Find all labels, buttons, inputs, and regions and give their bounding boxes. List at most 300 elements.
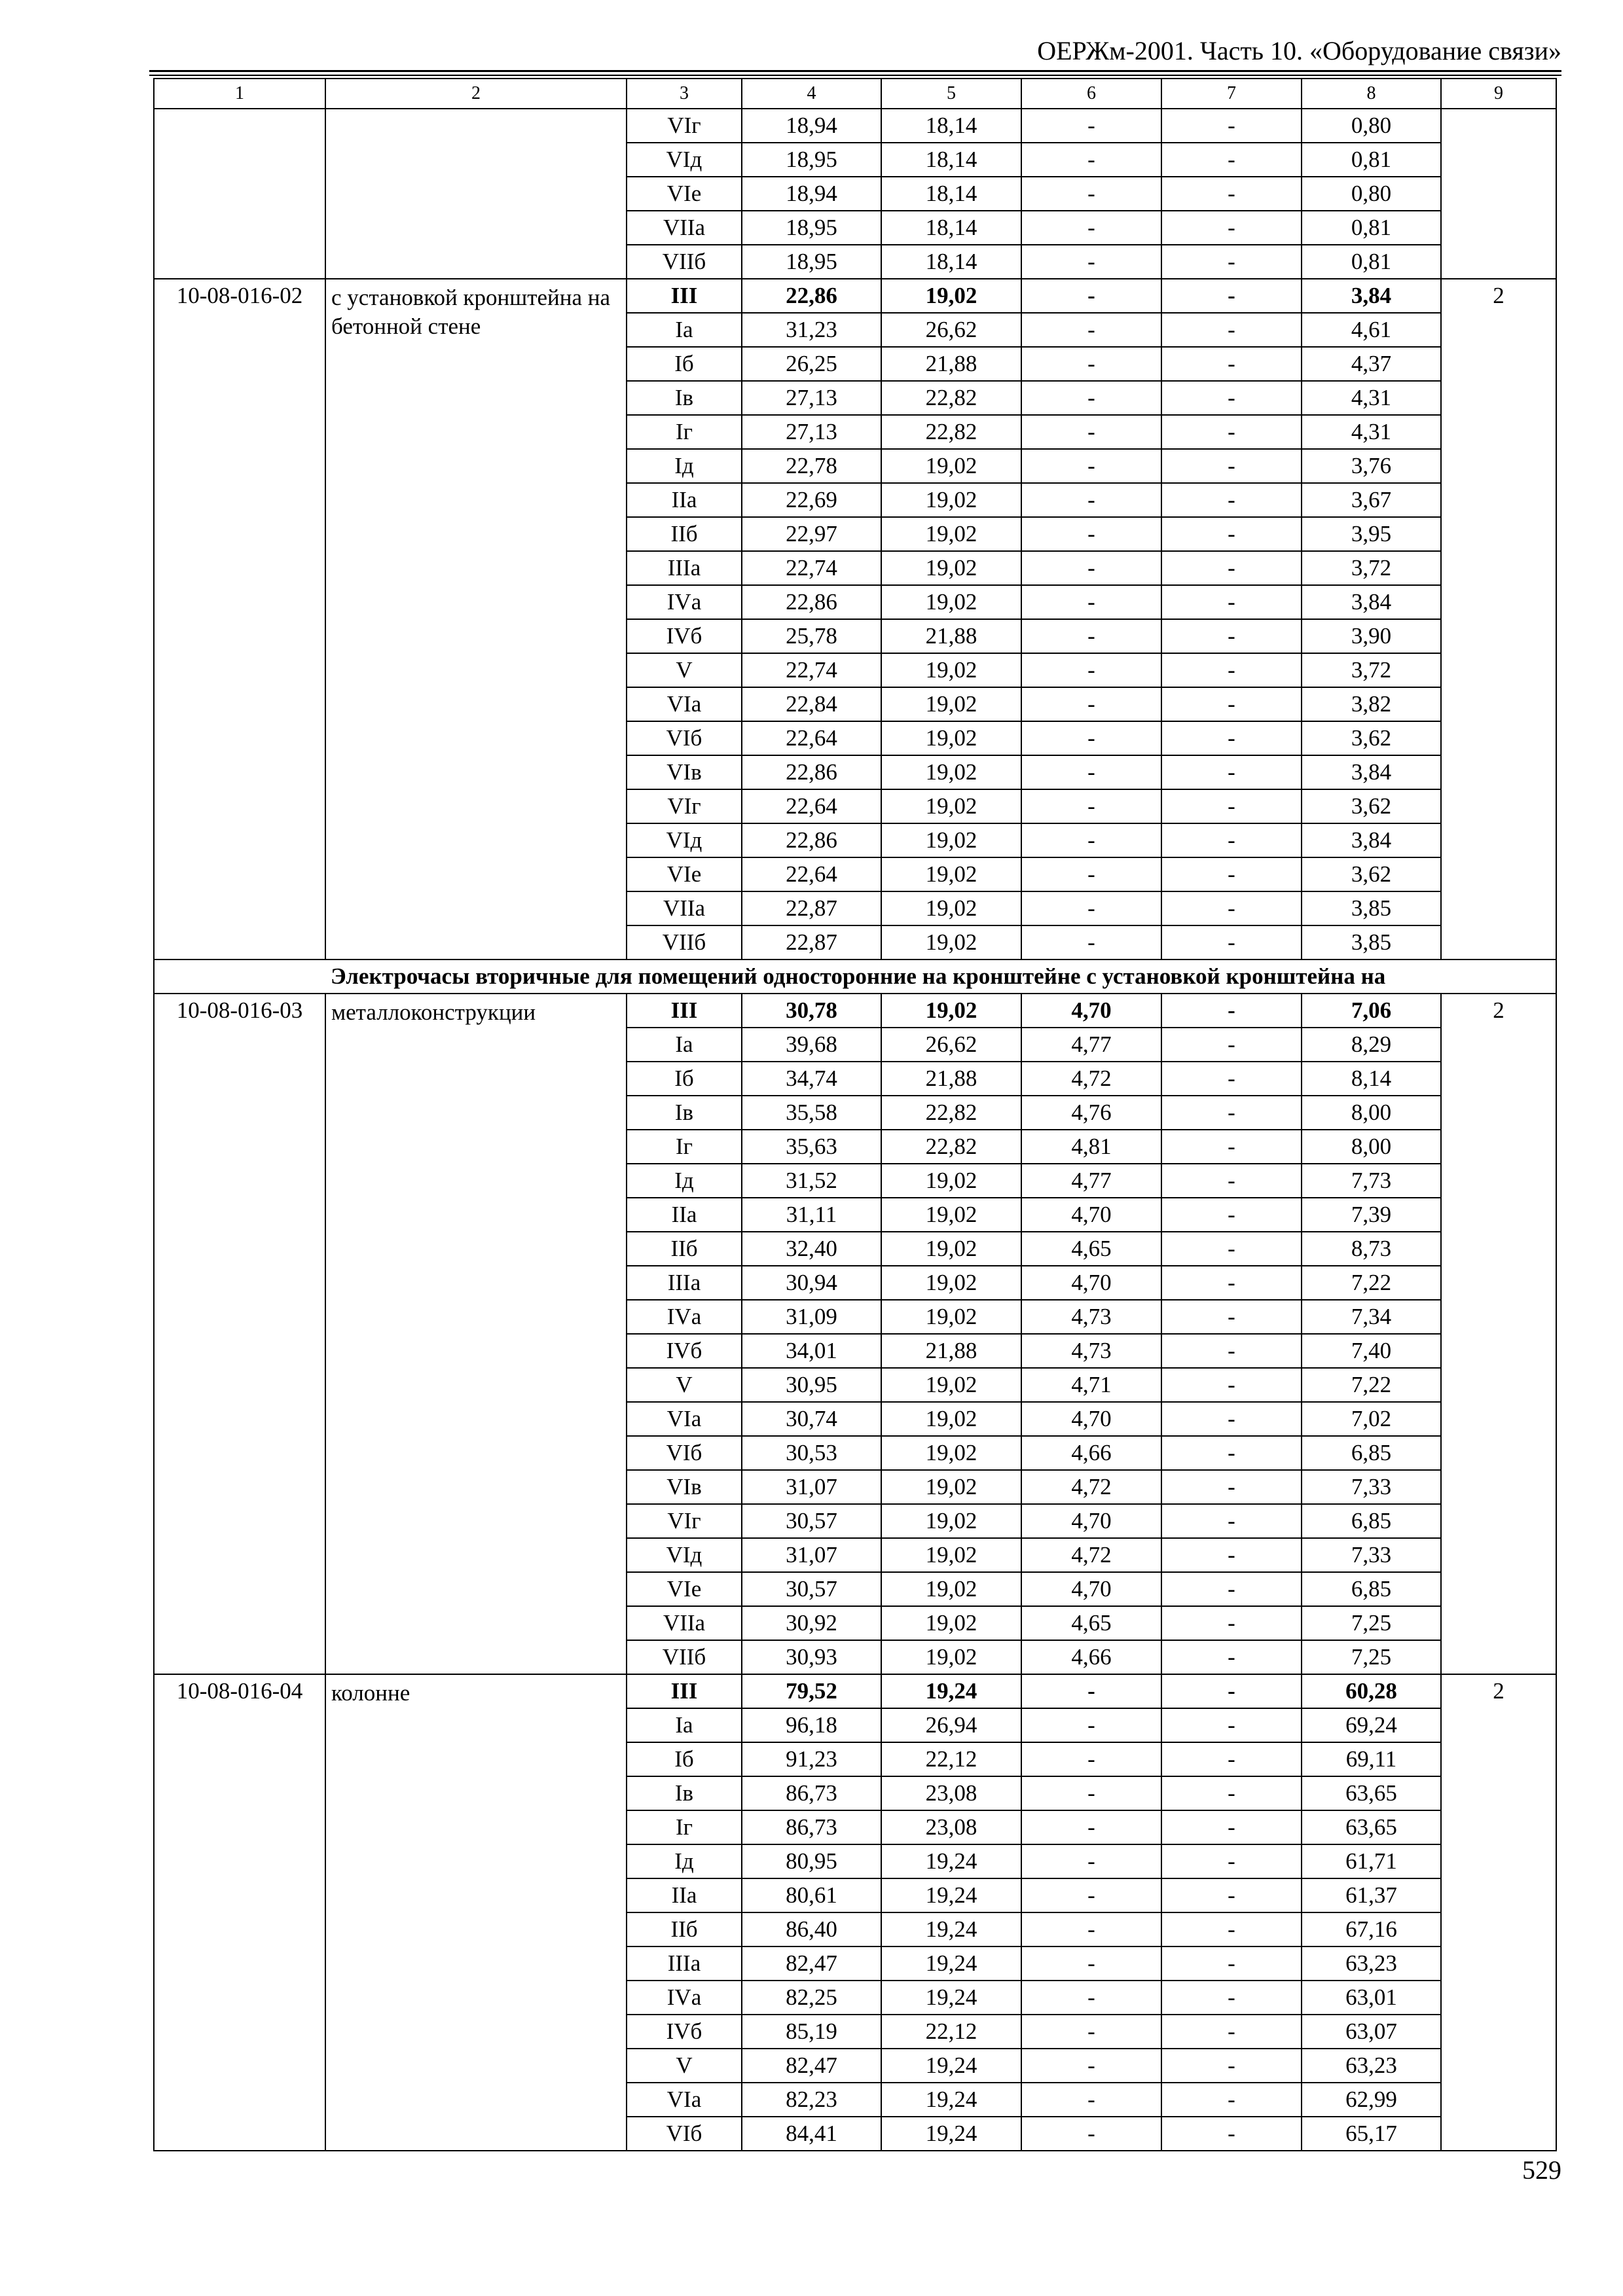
machinist-wages-cell: -	[1161, 1130, 1302, 1164]
total-cost-cell: 86,73	[742, 1776, 881, 1810]
wages-cell: 19,02	[881, 449, 1021, 483]
machinist-wages-cell: -	[1161, 1810, 1302, 1844]
wages-cell: 21,88	[881, 619, 1021, 653]
materials-cell: 61,37	[1302, 1878, 1441, 1912]
machines-cell: -	[1021, 925, 1161, 960]
machines-cell: -	[1021, 2117, 1161, 2151]
machinist-wages-cell: -	[1161, 1572, 1302, 1606]
machines-cell: -	[1021, 143, 1161, 177]
machinist-wages-cell: -	[1161, 347, 1302, 381]
machinist-wages-cell: -	[1161, 925, 1302, 960]
total-cost-cell: 22,69	[742, 483, 881, 517]
wages-cell: 26,62	[881, 1028, 1021, 1062]
total-cost-cell: 82,23	[742, 2083, 881, 2117]
machines-cell: -	[1021, 211, 1161, 245]
machinist-wages-cell: -	[1161, 1232, 1302, 1266]
machinist-wages-cell: -	[1161, 1742, 1302, 1776]
materials-cell: 69,24	[1302, 1708, 1441, 1742]
zone-cell: VIа	[627, 2083, 742, 2117]
machines-cell: -	[1021, 755, 1161, 789]
machinist-wages-cell: -	[1161, 1708, 1302, 1742]
machinist-wages-cell: -	[1161, 1164, 1302, 1198]
column-number-cell: 2	[325, 79, 627, 109]
total-cost-cell: 22,74	[742, 551, 881, 585]
rate-code-cell: 10-08-016-04	[154, 1674, 325, 2151]
zone-cell: IIб	[627, 1912, 742, 1946]
machines-cell: 4,77	[1021, 1028, 1161, 1062]
total-cost-cell: 22,87	[742, 925, 881, 960]
zone-cell: Iг	[627, 1130, 742, 1164]
materials-cell: 60,28	[1302, 1674, 1441, 1708]
total-cost-cell: 84,41	[742, 2117, 881, 2151]
machinist-wages-cell: -	[1161, 517, 1302, 551]
zone-cell: IVа	[627, 1300, 742, 1334]
wages-cell: 19,02	[881, 994, 1021, 1028]
materials-cell: 3,84	[1302, 755, 1441, 789]
total-cost-cell: 96,18	[742, 1708, 881, 1742]
machines-cell: -	[1021, 1981, 1161, 2015]
machinist-wages-cell: -	[1161, 857, 1302, 891]
total-cost-cell: 31,52	[742, 1164, 881, 1198]
machinist-wages-cell: -	[1161, 1504, 1302, 1538]
total-cost-cell: 26,25	[742, 347, 881, 381]
total-cost-cell: 22,64	[742, 721, 881, 755]
machines-cell: 4,66	[1021, 1436, 1161, 1470]
machinist-wages-cell: -	[1161, 1470, 1302, 1504]
machines-cell: -	[1021, 1810, 1161, 1844]
section-spacer-cell	[154, 960, 325, 994]
machines-cell: -	[1021, 2049, 1161, 2083]
total-cost-cell: 32,40	[742, 1232, 881, 1266]
machines-cell: -	[1021, 1708, 1161, 1742]
materials-cell: 0,81	[1302, 143, 1441, 177]
materials-cell: 7,22	[1302, 1266, 1441, 1300]
total-cost-cell: 86,73	[742, 1810, 881, 1844]
machinist-wages-cell: -	[1161, 789, 1302, 823]
machinist-wages-cell: -	[1161, 1538, 1302, 1572]
materials-cell: 3,72	[1302, 653, 1441, 687]
zone-cell: VIб	[627, 721, 742, 755]
zone-cell: III	[627, 994, 742, 1028]
zone-cell: V	[627, 653, 742, 687]
wages-cell: 22,82	[881, 415, 1021, 449]
materials-cell: 3,62	[1302, 789, 1441, 823]
wages-cell: 19,24	[881, 1878, 1021, 1912]
machines-cell: 4,72	[1021, 1470, 1161, 1504]
materials-cell: 4,31	[1302, 381, 1441, 415]
materials-cell: 7,40	[1302, 1334, 1441, 1368]
total-cost-cell: 39,68	[742, 1028, 881, 1062]
column-number-cell: 9	[1441, 79, 1556, 109]
machines-cell: 4,65	[1021, 1232, 1161, 1266]
total-cost-cell: 30,74	[742, 1402, 881, 1436]
materials-cell: 7,25	[1302, 1606, 1441, 1640]
page-number: 529	[1522, 2155, 1561, 2185]
materials-cell: 69,11	[1302, 1742, 1441, 1776]
machinist-wages-cell: -	[1161, 891, 1302, 925]
materials-cell: 3,85	[1302, 925, 1441, 960]
materials-cell: 65,17	[1302, 2117, 1441, 2151]
column-number-row	[154, 79, 1556, 109]
total-cost-cell: 30,78	[742, 994, 881, 1028]
zone-cell: VIг	[627, 1504, 742, 1538]
wages-cell: 19,02	[881, 551, 1021, 585]
zone-cell: VIв	[627, 1470, 742, 1504]
total-cost-cell: 18,94	[742, 177, 881, 211]
machinist-wages-cell: -	[1161, 449, 1302, 483]
wages-cell: 26,62	[881, 313, 1021, 347]
machinist-wages-cell: -	[1161, 177, 1302, 211]
total-cost-cell: 91,23	[742, 1742, 881, 1776]
total-cost-cell: 22,64	[742, 857, 881, 891]
machines-cell: -	[1021, 517, 1161, 551]
machinist-wages-cell: -	[1161, 381, 1302, 415]
zone-cell: VIб	[627, 2117, 742, 2151]
machinist-wages-cell: -	[1161, 1334, 1302, 1368]
table-row	[154, 109, 1556, 143]
machinist-wages-cell: -	[1161, 415, 1302, 449]
zone-cell: VIв	[627, 755, 742, 789]
materials-cell: 63,07	[1302, 2015, 1441, 2049]
zone-cell: IVб	[627, 2015, 742, 2049]
machinist-wages-cell: -	[1161, 1844, 1302, 1878]
materials-cell: 8,29	[1302, 1028, 1441, 1062]
wages-cell: 22,82	[881, 381, 1021, 415]
machinist-wages-cell: -	[1161, 313, 1302, 347]
wages-cell: 19,24	[881, 1981, 1021, 2015]
wages-cell: 19,02	[881, 1232, 1021, 1266]
total-cost-cell: 79,52	[742, 1674, 881, 1708]
machinist-wages-cell: -	[1161, 1674, 1302, 1708]
wages-cell: 19,02	[881, 1572, 1021, 1606]
machinist-wages-cell: -	[1161, 823, 1302, 857]
machinist-wages-cell: -	[1161, 1368, 1302, 1402]
machines-cell: -	[1021, 2015, 1161, 2049]
zone-cell: VIг	[627, 109, 742, 143]
wages-cell: 19,02	[881, 1198, 1021, 1232]
materials-cell: 8,00	[1302, 1096, 1441, 1130]
wages-cell: 19,24	[881, 1912, 1021, 1946]
machines-cell: 4,73	[1021, 1300, 1161, 1334]
zone-cell: Iа	[627, 313, 742, 347]
materials-cell: 6,85	[1302, 1572, 1441, 1606]
materials-cell: 4,61	[1302, 313, 1441, 347]
zone-cell: VIа	[627, 1402, 742, 1436]
materials-cell: 63,65	[1302, 1776, 1441, 1810]
work-name-cell: с установкой кронштейна на бетонной стене	[325, 279, 627, 960]
zone-cell: Iв	[627, 1776, 742, 1810]
wages-cell: 19,02	[881, 483, 1021, 517]
machines-cell: -	[1021, 891, 1161, 925]
column-number-cell: 7	[1161, 79, 1302, 109]
rates-table	[153, 78, 1557, 2151]
section-title-row	[154, 960, 1556, 994]
machines-cell: 4,70	[1021, 994, 1161, 1028]
zone-cell: III	[627, 1674, 742, 1708]
zone-cell: VIIб	[627, 1640, 742, 1674]
zone-cell: Iа	[627, 1708, 742, 1742]
total-cost-cell: 85,19	[742, 2015, 881, 2049]
materials-cell: 3,95	[1302, 517, 1441, 551]
machinist-wages-cell: -	[1161, 585, 1302, 619]
total-cost-cell: 31,07	[742, 1470, 881, 1504]
machines-cell: 4,72	[1021, 1538, 1161, 1572]
labor-cost-cell	[1441, 109, 1556, 279]
wages-cell: 19,02	[881, 687, 1021, 721]
materials-cell: 63,01	[1302, 1981, 1441, 2015]
zone-cell: Iд	[627, 1164, 742, 1198]
machinist-wages-cell: -	[1161, 483, 1302, 517]
total-cost-cell: 30,57	[742, 1572, 881, 1606]
machinist-wages-cell: -	[1161, 1878, 1302, 1912]
wages-cell: 18,14	[881, 245, 1021, 279]
wages-cell: 19,02	[881, 1606, 1021, 1640]
wages-cell: 19,02	[881, 1368, 1021, 1402]
machinist-wages-cell: -	[1161, 1062, 1302, 1096]
zone-cell: IVа	[627, 1981, 742, 2015]
zone-cell: Iд	[627, 449, 742, 483]
wages-cell: 21,88	[881, 1334, 1021, 1368]
materials-cell: 3,76	[1302, 449, 1441, 483]
materials-cell: 67,16	[1302, 1912, 1441, 1946]
total-cost-cell: 34,01	[742, 1334, 881, 1368]
machines-cell: -	[1021, 1844, 1161, 1878]
total-cost-cell: 80,61	[742, 1878, 881, 1912]
machines-cell: 4,81	[1021, 1130, 1161, 1164]
total-cost-cell: 30,94	[742, 1266, 881, 1300]
work-name-cell	[325, 109, 627, 279]
zone-cell: VIд	[627, 143, 742, 177]
wages-cell: 22,12	[881, 2015, 1021, 2049]
zone-cell: IIIа	[627, 551, 742, 585]
machines-cell: -	[1021, 313, 1161, 347]
wages-cell: 22,82	[881, 1130, 1021, 1164]
machines-cell: 4,70	[1021, 1266, 1161, 1300]
zone-cell: VIе	[627, 857, 742, 891]
materials-cell: 3,67	[1302, 483, 1441, 517]
zone-cell: VIд	[627, 823, 742, 857]
total-cost-cell: 18,95	[742, 143, 881, 177]
total-cost-cell: 22,86	[742, 823, 881, 857]
machines-cell: -	[1021, 585, 1161, 619]
machinist-wages-cell: -	[1161, 1606, 1302, 1640]
machines-cell: -	[1021, 1674, 1161, 1708]
zone-cell: III	[627, 279, 742, 313]
zone-cell: Iб	[627, 1742, 742, 1776]
machinist-wages-cell: -	[1161, 245, 1302, 279]
zone-cell: VIе	[627, 177, 742, 211]
wages-cell: 19,02	[881, 857, 1021, 891]
machines-cell: -	[1021, 789, 1161, 823]
zone-cell: Iб	[627, 1062, 742, 1096]
wages-cell: 19,24	[881, 2049, 1021, 2083]
wages-cell: 23,08	[881, 1776, 1021, 1810]
table-row	[154, 994, 1556, 1028]
wages-cell: 18,14	[881, 177, 1021, 211]
wages-cell: 19,02	[881, 1402, 1021, 1436]
zone-cell: Iв	[627, 381, 742, 415]
materials-cell: 3,85	[1302, 891, 1441, 925]
column-number-cell: 4	[742, 79, 881, 109]
total-cost-cell: 22,84	[742, 687, 881, 721]
total-cost-cell: 30,93	[742, 1640, 881, 1674]
materials-cell: 63,23	[1302, 2049, 1441, 2083]
materials-cell: 8,73	[1302, 1232, 1441, 1266]
total-cost-cell: 80,95	[742, 1844, 881, 1878]
machinist-wages-cell: -	[1161, 687, 1302, 721]
work-name-cell: металлоконструкции	[325, 994, 627, 1674]
materials-cell: 3,82	[1302, 687, 1441, 721]
materials-cell: 6,85	[1302, 1436, 1441, 1470]
total-cost-cell: 25,78	[742, 619, 881, 653]
machines-cell: 4,72	[1021, 1062, 1161, 1096]
total-cost-cell: 82,47	[742, 2049, 881, 2083]
machinist-wages-cell: -	[1161, 2117, 1302, 2151]
zone-cell: Iв	[627, 1096, 742, 1130]
machines-cell: -	[1021, 1776, 1161, 1810]
machinist-wages-cell: -	[1161, 653, 1302, 687]
zone-cell: IVб	[627, 619, 742, 653]
zone-cell: IIб	[627, 1232, 742, 1266]
column-number-cell: 3	[627, 79, 742, 109]
header-rule-secondary	[149, 75, 1561, 76]
machinist-wages-cell: -	[1161, 755, 1302, 789]
total-cost-cell: 30,95	[742, 1368, 881, 1402]
machines-cell: 4,71	[1021, 1368, 1161, 1402]
labor-cost-cell: 2	[1441, 279, 1556, 960]
labor-cost-cell: 2	[1441, 1674, 1556, 2151]
total-cost-cell: 34,74	[742, 1062, 881, 1096]
materials-cell: 3,90	[1302, 619, 1441, 653]
materials-cell: 7,25	[1302, 1640, 1441, 1674]
total-cost-cell: 31,09	[742, 1300, 881, 1334]
total-cost-cell: 82,25	[742, 1981, 881, 2015]
machinist-wages-cell: -	[1161, 2015, 1302, 2049]
total-cost-cell: 31,11	[742, 1198, 881, 1232]
machinist-wages-cell: -	[1161, 721, 1302, 755]
machines-cell: 4,70	[1021, 1572, 1161, 1606]
machinist-wages-cell: -	[1161, 279, 1302, 313]
machines-cell: -	[1021, 415, 1161, 449]
zone-cell: VIIб	[627, 245, 742, 279]
wages-cell: 19,02	[881, 891, 1021, 925]
machinist-wages-cell: -	[1161, 1436, 1302, 1470]
materials-cell: 7,34	[1302, 1300, 1441, 1334]
wages-cell: 19,02	[881, 1300, 1021, 1334]
machinist-wages-cell: -	[1161, 2083, 1302, 2117]
zone-cell: VIIб	[627, 925, 742, 960]
wages-cell: 19,02	[881, 721, 1021, 755]
column-number-cell: 5	[881, 79, 1021, 109]
zone-cell: Iг	[627, 1810, 742, 1844]
total-cost-cell: 31,23	[742, 313, 881, 347]
rate-code-cell: 10-08-016-03	[154, 994, 325, 1674]
wages-cell: 19,02	[881, 1640, 1021, 1674]
wages-cell: 21,88	[881, 1062, 1021, 1096]
materials-cell: 0,80	[1302, 177, 1441, 211]
materials-cell: 4,31	[1302, 415, 1441, 449]
total-cost-cell: 22,78	[742, 449, 881, 483]
wages-cell: 19,02	[881, 755, 1021, 789]
total-cost-cell: 82,47	[742, 1946, 881, 1981]
total-cost-cell: 18,95	[742, 211, 881, 245]
wages-cell: 19,24	[881, 2117, 1021, 2151]
zone-cell: IIа	[627, 1878, 742, 1912]
wages-cell: 19,24	[881, 1946, 1021, 1981]
machines-cell: 4,76	[1021, 1096, 1161, 1130]
column-number-cell: 6	[1021, 79, 1161, 109]
work-name-cell: колонне	[325, 1674, 627, 2151]
wages-cell: 19,02	[881, 585, 1021, 619]
machines-cell: -	[1021, 347, 1161, 381]
machines-cell: -	[1021, 1912, 1161, 1946]
zone-cell: V	[627, 1368, 742, 1402]
total-cost-cell: 35,63	[742, 1130, 881, 1164]
wages-cell: 19,02	[881, 1470, 1021, 1504]
wages-cell: 19,02	[881, 1436, 1021, 1470]
materials-cell: 0,81	[1302, 211, 1441, 245]
machinist-wages-cell: -	[1161, 1946, 1302, 1981]
materials-cell: 63,23	[1302, 1946, 1441, 1981]
materials-cell: 6,85	[1302, 1504, 1441, 1538]
materials-cell: 7,02	[1302, 1402, 1441, 1436]
total-cost-cell: 22,86	[742, 279, 881, 313]
materials-cell: 63,65	[1302, 1810, 1441, 1844]
wages-cell: 19,24	[881, 1844, 1021, 1878]
zone-cell: VIIа	[627, 891, 742, 925]
materials-cell: 7,73	[1302, 1164, 1441, 1198]
rate-code-cell: 10-08-016-02	[154, 279, 325, 960]
machines-cell: -	[1021, 2083, 1161, 2117]
table-row	[154, 279, 1556, 313]
materials-cell: 3,62	[1302, 721, 1441, 755]
machinist-wages-cell: -	[1161, 1096, 1302, 1130]
wages-cell: 22,82	[881, 1096, 1021, 1130]
total-cost-cell: 30,92	[742, 1606, 881, 1640]
machines-cell: 4,73	[1021, 1334, 1161, 1368]
wages-cell: 19,02	[881, 1504, 1021, 1538]
materials-cell: 4,37	[1302, 347, 1441, 381]
machinist-wages-cell: -	[1161, 1981, 1302, 2015]
zone-cell: V	[627, 2049, 742, 2083]
wages-cell: 19,02	[881, 925, 1021, 960]
materials-cell: 3,62	[1302, 857, 1441, 891]
total-cost-cell: 86,40	[742, 1912, 881, 1946]
wages-cell: 19,24	[881, 1674, 1021, 1708]
total-cost-cell: 30,53	[742, 1436, 881, 1470]
rate-code-cell	[154, 109, 325, 279]
total-cost-cell: 27,13	[742, 381, 881, 415]
column-number-cell: 1	[154, 79, 325, 109]
machines-cell: 4,70	[1021, 1198, 1161, 1232]
machinist-wages-cell: -	[1161, 1912, 1302, 1946]
section-title: Электрочасы вторичные для помещений односторонние на кронштейне с установкой кронштейна на	[325, 960, 1556, 994]
zone-cell: VIг	[627, 789, 742, 823]
materials-cell: 7,22	[1302, 1368, 1441, 1402]
zone-cell: IIIа	[627, 1266, 742, 1300]
machines-cell: -	[1021, 687, 1161, 721]
machinist-wages-cell: -	[1161, 211, 1302, 245]
total-cost-cell: 31,07	[742, 1538, 881, 1572]
zone-cell: VIIа	[627, 211, 742, 245]
total-cost-cell: 22,87	[742, 891, 881, 925]
total-cost-cell: 22,74	[742, 653, 881, 687]
machinist-wages-cell: -	[1161, 1300, 1302, 1334]
wages-cell: 18,14	[881, 143, 1021, 177]
zone-cell: Iг	[627, 415, 742, 449]
machines-cell: -	[1021, 551, 1161, 585]
total-cost-cell: 22,86	[742, 585, 881, 619]
